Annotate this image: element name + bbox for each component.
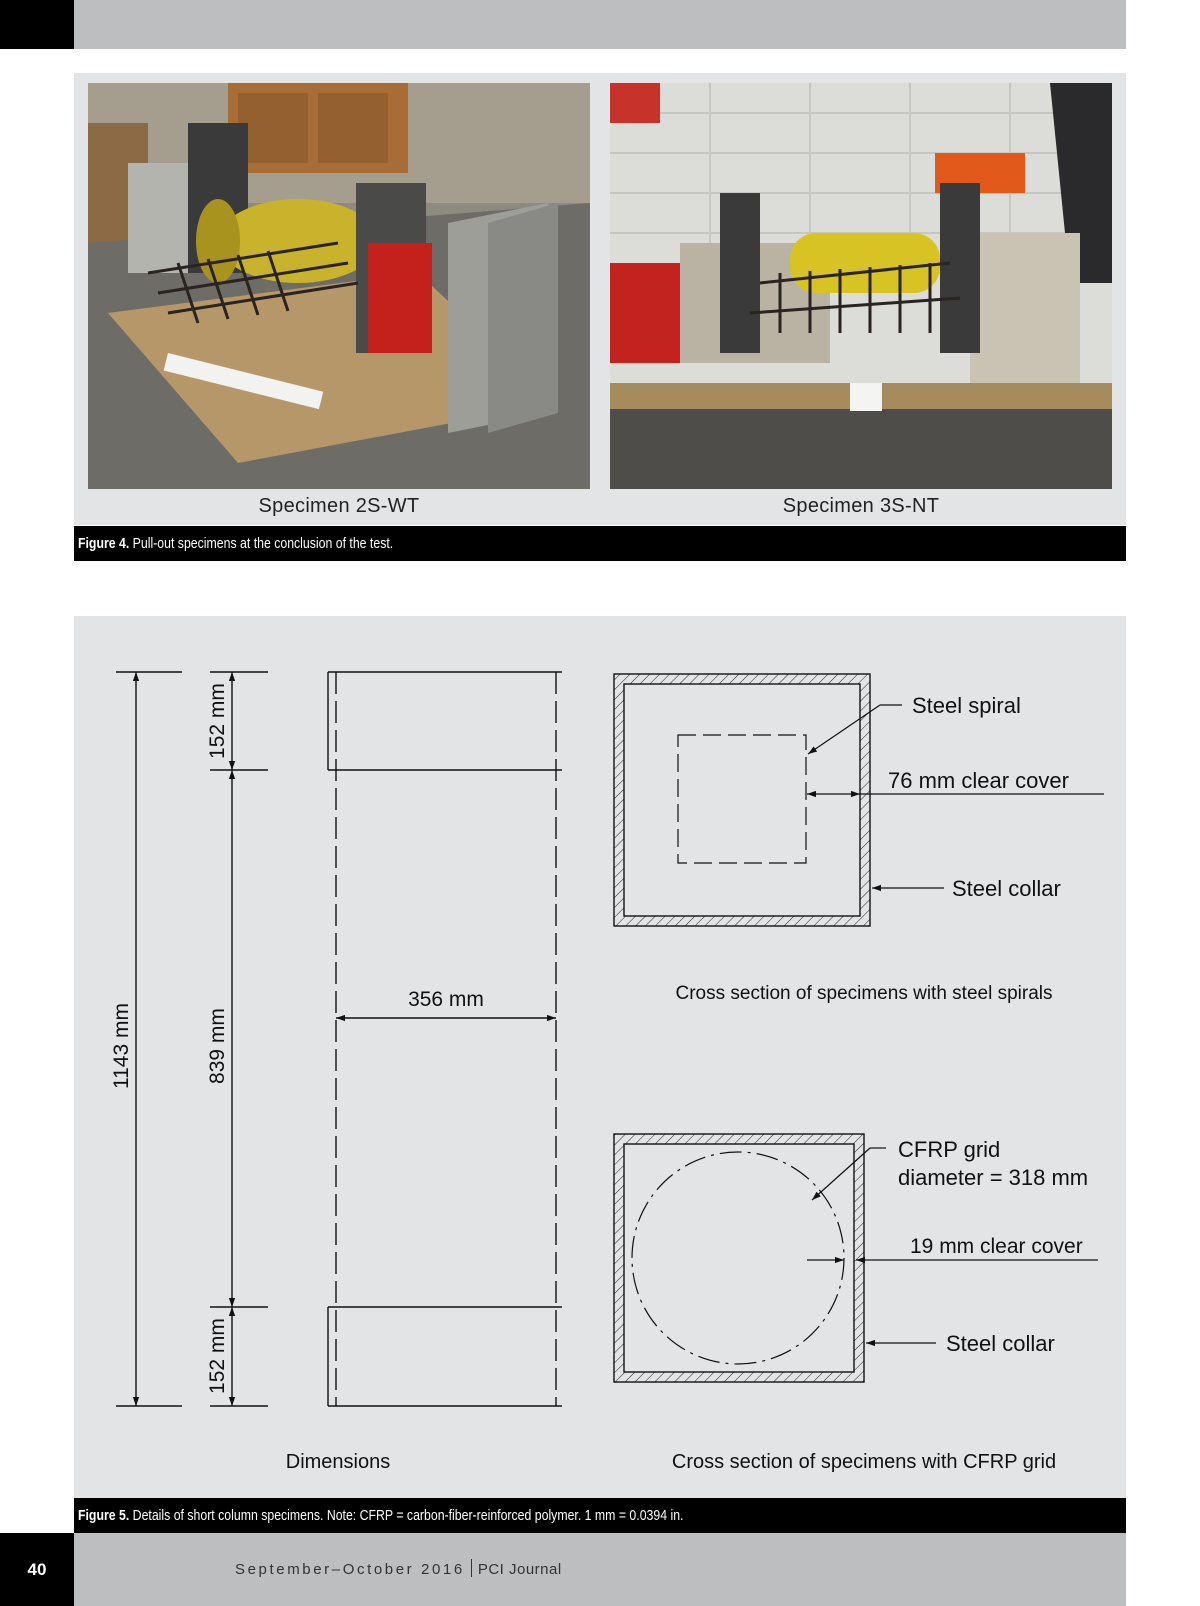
specimen-2s-wt-photo: [88, 83, 590, 489]
figure-5-panel: [74, 616, 1126, 1498]
footer-gray-band: [74, 1533, 1126, 1606]
cfrp-diameter-label: diameter = 318 mm: [898, 1165, 1089, 1190]
figure-4-caption-text: Pull-out specimens at the conclusion of the test.: [132, 535, 394, 552]
middle-segment-label: 839 mm: [206, 1008, 229, 1084]
figure-5-drawing: [74, 616, 1126, 1498]
specimen-3s-nt-photo: [610, 83, 1112, 489]
total-height-label: 1143 mm: [110, 1003, 133, 1089]
footer-journal: PCI Journal: [477, 1561, 562, 1578]
page-number: 40: [27, 1560, 47, 1579]
cfrp-collar-label: Steel collar: [946, 1331, 1055, 1356]
figure-5-caption-label: Figure 5.: [78, 1507, 130, 1524]
header-black-block: [0, 0, 74, 49]
cfrp-grid-label: CFRP grid: [898, 1137, 1001, 1162]
header-gray-band: [74, 0, 1126, 49]
cfrp-section-caption: Cross section of specimens with CFRP grid: [671, 1451, 1057, 1473]
footer-text: [235, 1533, 562, 1606]
cfrp-cover-label: 19 mm clear cover: [910, 1235, 1083, 1258]
figure-4-caption-label: Figure 4.: [78, 535, 130, 552]
figure-4-caption: [74, 526, 1126, 561]
cfrp-grid-cross-section: [614, 1134, 1098, 1473]
spiral-cover-label: 76 mm clear cover: [888, 768, 1069, 793]
dimension-lines: [116, 672, 268, 1406]
footer-separator: [471, 1559, 472, 1577]
footer-issue: September–October 2016: [235, 1561, 465, 1578]
dimensions-caption: Dimensions: [285, 1451, 391, 1473]
figure-5-caption: [74, 1498, 1126, 1533]
spiral-section-caption: Cross section of specimens with steel spirals: [675, 983, 1053, 1004]
width-label: 356 mm: [408, 988, 484, 1011]
top-segment-label: 152 mm: [206, 683, 229, 759]
steel-spiral-cross-section: [614, 674, 1104, 1004]
steel-spiral-label: Steel spiral: [912, 693, 1021, 718]
spiral-collar-label: Steel collar: [952, 876, 1061, 901]
bottom-segment-label: 152 mm: [206, 1318, 229, 1394]
photo-caption-left: Specimen 2S-WT: [258, 495, 420, 517]
photo-caption-right: Specimen 3S-NT: [782, 495, 940, 517]
column-elevation: [328, 672, 562, 1406]
figure-5-caption-text: Details of short column specimens. Note: CFRP = carbon-fiber-reinforced polymer. 1 mm = 0.0394 in.: [132, 1507, 684, 1524]
figure-4-panel: [74, 73, 1126, 525]
